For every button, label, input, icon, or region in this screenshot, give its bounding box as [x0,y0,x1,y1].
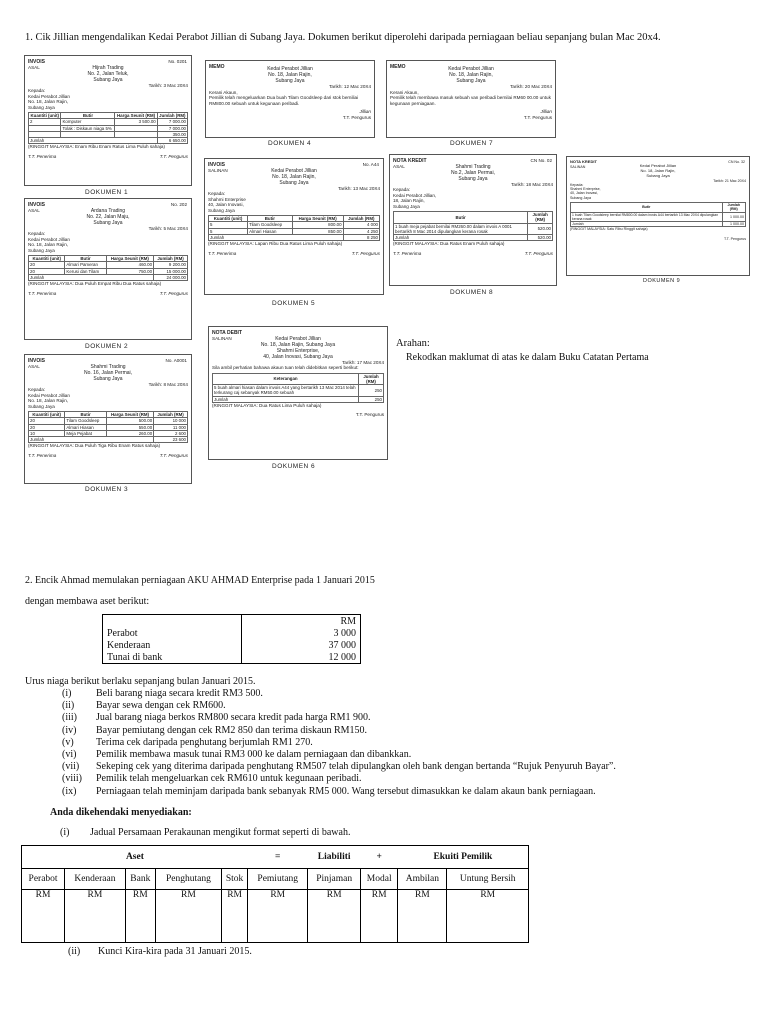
sign-right: T.T. Pengurus [524,250,553,256]
doc-table: Butir Jumlah (RM) 1 buah meja pejabat bernilai RM260.00 dalam invois A 0001 bertarikh 8 Mac 2014 dipulangkan kerana rosak 520.00 Jumlah 520.00 [395,212,551,241]
caption-doc-3: DOKUMEN 3 [85,486,129,493]
sign-right: T.T. Pengurus [351,250,380,256]
doc-table: Butir Jumlah (RM) 1 buah Tilam Goodsleep bernilai RM800.00 dalam invois A44 bertarikh 13 Mac 20X4 dipulangkan kerana rosak 1 000.00 Jumlah 1 000.00 [572,203,744,226]
doc-greeting: Kerani Akaun, [209,89,238,95]
doc-number: CN No. 32 [728,160,745,164]
doc-type: MEMO [209,64,225,70]
sign-right: T.T. Pengurus [342,114,371,120]
sign-left: T.T. Penerima [208,250,237,256]
eq-liabiliti: Liabiliti [308,846,361,869]
doc-number: No. 0201 [168,59,187,64]
sign-right: T.T. Pengurus [523,114,552,120]
doc-from: Subang Jaya [93,219,123,226]
document-1-invoice [24,55,192,186]
eq-unit: RM [398,890,447,943]
doc-words: (RINGGIT MALAYSIA: Lapan Ribu Dua Ratus Lima Puluh sahaja) [208,241,343,247]
caption-doc-9: DOKUMEN 9 [643,278,681,284]
doc-from: No. 18, Jalan Rajin, Subang Jaya [260,341,336,348]
eq-column-header: Perabot [22,869,65,890]
doc-date: Tarikh: 5 Mac 20X4 [148,225,188,231]
eq-column-header: Pemiutang [248,869,308,890]
doc-to: No. 18, Jalan Rajin, [28,99,69,104]
doc-from: No. 2, Jalan Teluk, [87,70,129,77]
list-item: (viii) Pemilik telah mengeluarkan cek RM610 untuk kegunaan peribadi. [62,773,362,785]
sign-name: Jillian [359,109,371,114]
asset-value: 12 000 [242,651,361,664]
eq-column-header: Modal [361,869,398,890]
doc-words: (RINGGIT MALAYSIA: Dua Puluh Tiga Ribu Enam Ratus sahaja) [28,443,161,449]
sign-left: T.T. Penerima [28,290,57,296]
doc-from: Kedai Perabot Jillian [271,167,317,174]
doc-from: No.2, Jalan Permai, [451,169,495,176]
eq-column-header: Ambilan [398,869,447,890]
doc-from: No. 18, Jalan Rajin, [272,173,316,180]
doc-to: Kepada: [208,191,226,196]
doc-number: No. A0001 [165,358,187,363]
assets-unit: RM [242,615,361,628]
doc-type: NOTA KREDIT [570,159,597,164]
doc-number: No. 202 [170,202,187,207]
instruction-text: Rekodkan maklumat di atas ke dalam Buku Catatan Pertama [406,352,649,363]
sign-left: T.T. Penerima [393,250,422,256]
doc-from: Shahmi Trading [90,363,126,370]
requirement-1: (i) Jadual Persamaan Perakaunan mengikut format seperti di bawah. [60,827,351,838]
doc-from: Kedai Perabot Jillian [639,163,677,169]
table-row [103,639,361,651]
doc-body: Sila ambil perhatian bahawa akaun tuan telah didebitkan seperti berikut: [212,365,359,370]
doc-date: Tarikh: 12 Mac 20X4 [329,84,371,89]
list-item: (vi) Pemilik membawa masuk tunai RM3 000 ke dalam perniagaan dan dibankkan. [62,748,412,760]
doc-to: 40, Jalan Inovasi, [208,202,244,207]
doc-from: Shahmi Trading [455,163,491,170]
eq-sign: = [248,846,308,869]
doc-to: Kepada: [393,187,411,192]
doc-date: Tarikh: 21 Mac 20X4 [713,178,746,183]
doc-type: INVOIS [208,162,225,168]
list-item: (vii) Sekeping cek yang diterima daripada penghutang RM507 telah dipulangkan oleh bank dengan bertanda “Rujuk Penyuruh Bayar”. [62,761,616,773]
doc-from: No. 18, Jalan Rajin, [449,72,493,78]
doc-to: Kedai Perabot Jillian [28,392,70,398]
doc-from: Ardana Trading [90,207,126,214]
doc-to: Shahmi Enterprise, [570,187,601,192]
doc-from: Hijrah Trading [92,64,124,71]
sign-right: T.T. Pengurus [724,237,746,242]
eq-ekuiti: Ekuiti Pemilik [398,846,529,869]
doc-to: Subang Jaya [570,195,591,200]
sign-right: T.T. Pengurus [159,290,188,296]
eq-unit: RM [125,890,155,943]
caption-doc-1: DOKUMEN 1 [85,189,129,196]
doc-to: Kepada: [28,387,46,392]
doc-type: NOTA KREDIT [393,158,427,164]
sign-right: T.T. Pengurus [159,153,188,159]
doc-words: (RINGGIT MALAYSIA: Enam Ribu Enam Ratus Lima Puluh sahaja) [28,144,165,150]
doc-date: Tarikh: 17 Mac 20X4 [342,359,384,365]
doc-from: Kedai Perabot Jillian [275,335,321,342]
doc-to: Subang Jaya [393,203,420,209]
doc-type: MEMO [390,64,406,70]
list-item: (ii) Bayar sewa dengan cek RM600. [62,700,226,712]
doc-table: Kuantiti (unit) Butir Harga Seunit (RM) Jumlah (RM) 20 Tilam Goodsleep 500.00 10 000 20 Almari Hiasan 550.00 11 000 10 Meja Pejabat 260.00 2 600 Jumlah 23 600 [30,412,186,443]
doc-to: Subang Jaya [28,247,55,253]
caption-doc-5: DOKUMEN 5 [272,300,316,307]
caption-doc-8: DOKUMEN 8 [450,289,494,296]
doc-copy: SALINAN [570,164,586,169]
document-9-credit-note [566,156,750,276]
caption-doc-6: DOKUMEN 6 [272,463,316,470]
document-4-memo [205,60,375,138]
eq-aset: Aset [22,846,248,869]
sign-right: T.T. Pengurus [159,452,188,458]
doc-to: Kepada: [28,231,46,236]
doc-date: Tarikh: 13 Mac 20X4 [338,185,380,191]
eq-unit: RM [65,890,126,943]
doc-table: Kuantiti (unit) Butir Harga Seunit (RM) Jumlah (RM) 20 Almari Pameran 460.00 9 200.00 20 Kerusi dan Tilam 750.00 15 000.00 Jumlah 24 000.00 [30,256,186,280]
document-6-debit-note [208,326,388,460]
sign-left: T.T. Penerima [28,452,57,458]
doc-from: No. 16, Jalan Permai, [83,369,133,376]
eq-column-header: Pinjaman [308,869,361,890]
doc-from: Subang Jaya [93,76,123,83]
doc-words: (RINGGIT MALAYSIA: Dua Ratus Enam Puluh sahaja) [393,241,505,247]
doc-table: Kuantiti (unit) Butir Harga Seunit (RM) Jumlah (RM) 2 Komputer 3 500.00 7 000.00 Tolak : Diskaun niaga 5% 7 000.00 350.00 Jumlah 6 650.00 [30,113,186,144]
doc-type: NOTA DEBIT [212,330,242,336]
doc-number: No. A44 [362,162,379,167]
question-2-intro-2: dengan membawa aset berikut: [25,596,150,607]
asset-value: 3 000 [242,627,361,639]
doc-date: Tarikh: 3 Mac 20X4 [148,82,188,88]
doc-to: No. 18, Jalan Rajin, [28,242,69,247]
doc-to: 40, Jalan Inovasi, Subang Jaya [263,353,333,360]
doc-date: Tarikh: 20 Mac 20X4 [510,84,552,89]
doc-date: Tarikh: 8 Mac 20X4 [148,381,188,387]
question-1-intro: 1. Cik Jillian mengendalikan Kedai Perabot Jillian di Subang Jaya. Dokumen berikut diperolehi daripada perniagaan beliau sepanjang bulan Mac 20x4. [25,32,661,43]
doc-from: Subang Jaya [275,78,305,84]
document-8-credit-note [389,154,557,286]
doc-type: INVOIS [28,358,45,364]
doc-copy: ASAL [28,65,40,70]
requirement-2: (ii) Kunci Kira-kira pada 31 Januari 2015. [68,946,252,957]
doc-from: Kedai Perabot Jillian [267,66,313,72]
doc-copy: ASAL [28,208,40,213]
sign-name: Jillian [540,109,552,114]
eq-column-header: Kenderaan [65,869,126,890]
doc-to: Kepada: [28,88,46,93]
eq-unit: RM [447,890,529,943]
doc-words: (RINGGIT MALAYSIA: Satu Ribu Ringgit sahaja) [570,227,648,232]
doc-to: 40, Jalan Inovasi, [570,191,598,196]
doc-from: No. 18, Jalan Rajin, [268,72,312,78]
doc-to: Subang Jaya [208,207,235,213]
eq-column-header: Bank [125,869,155,890]
doc-to: Kedai Perabot Jillian [28,236,70,242]
eq-unit: RM [221,890,247,943]
doc-from: No. 18, Jalan Rajin, [640,167,676,173]
list-item: (iv) Bayar pemiutang dengan cek RM2 850 dan terima diskaun RM150. [62,724,368,736]
doc-to: Kedai Perabot Jillian [28,93,70,99]
instruction-title: Arahan: [396,338,430,349]
eq-unit: RM [308,890,361,943]
asset-label: Perabot [103,627,242,639]
eq-column-header: Untung Bersih [447,869,529,890]
assets-table [102,614,361,664]
doc-body: Pemilik telah mengeluarkan Dua buah Tilam Goodsleep dari stok berniliai RM800.00 sebuah untuk kegunaan peribadi. [209,95,359,106]
doc-copy: ASAL [393,164,405,169]
document-2-invoice [24,198,192,340]
doc-words: (RINGGIT MALAYSIA: Dua Ratus Lima Puluh sahaja) [212,402,322,408]
doc-to: No. 18, Jalan Rajin, [28,398,69,403]
asset-value: 37 000 [242,639,361,651]
document-5-invoice [204,158,384,295]
caption-doc-7: DOKUMEN 7 [450,140,494,147]
doc-from: Subang Jaya [456,78,486,84]
required-title: Anda dikehendaki menyediakan: [50,807,192,818]
caption-doc-2: DOKUMEN 2 [85,343,129,350]
doc-copy: SALINAN [212,336,232,341]
asset-label: Kenderaan [103,639,242,651]
doc-body: Pemilik telah membawa masuk sebuah van peribadi bernilai RM60 00.00 untuk kegunaan perniagaan. [390,95,551,106]
doc-from: Subang Jaya [93,375,123,382]
doc-date: Tarikh: 18 Mac 20X4 [511,181,553,187]
doc-to: Kepada: [570,182,584,187]
doc-from: Subang Jaya [458,175,488,182]
doc-from: Subang Jaya [279,179,309,186]
list-item: (i) Beli barang niaga secara kredit RM3 500. [62,688,263,699]
doc-from: Subang Jaya [646,172,670,178]
doc-copy: SALINAN [208,168,228,173]
doc-greeting: Kerani Akaun, [390,89,419,95]
doc-from: No. 22, Jalan Maju, [86,213,130,220]
accounting-equation-table [21,845,529,943]
eq-unit: RM [22,890,65,943]
table-row [103,651,361,664]
doc-type: INVOIS [28,202,45,208]
document-3-invoice [24,354,192,484]
doc-to: Kedai Perabot Jillian, [393,192,437,198]
document-7-memo [386,60,556,138]
list-item: (v) Terima cek daripada penghutang berjumlah RM1 270. [62,736,313,748]
doc-to: Subang Jaya [28,403,55,409]
transactions-title: Urus niaga berikut berlaku sepanjang bulan Januari 2015. [25,676,256,687]
doc-from: Kedai Perabot Jillian [448,66,494,72]
caption-doc-4: DOKUMEN 4 [268,140,312,147]
eq-unit: RM [248,890,308,943]
doc-words: (RINGGIT MALAYSIA: Dua Puluh Empat Ribu Dua Ratus sahaja) [28,281,162,287]
eq-column-header: Stok [221,869,247,890]
list-item: (iii) Jual barang niaga berkos RM800 secara kredit pada harga RM1 900. [62,712,371,724]
transactions-list [62,688,616,798]
doc-copy: ASAL [28,364,40,369]
doc-type: INVOIS [28,59,45,65]
doc-to: Subang Jaya [28,104,55,110]
sign-right: T.T. Pengurus [355,412,384,418]
asset-label: Tunai di bank [103,651,242,664]
sign-left: T.T. Penerima [28,153,57,159]
doc-number: CN No. 02 [530,158,552,163]
doc-table: Keterangan Jumlah (RM) 5 buah almari hiasan dalam invois A44 yang bertarikh 13 Mac 2014 telah terkurang caj sebanyak RM50.00 sebuah 250 Jumlah 250 [214,373,382,402]
list-item: (ix) Perniagaan telah meminjam daripada bank sebanyak RM5 000. Wang tersebut dimasukkan ke dalam akaun bank perniagaan. [62,785,596,797]
doc-to: 18, Jalan Rajin, [393,198,425,203]
eq-plus: + [361,846,398,869]
doc-table: Kuantiti (unit) Butir Harga Seunit (RM) Jumlah (RM) 5 Tilam Goodsleep 800.00 4 000 5 Almari Hiasan 850.00 4 250 Jumlah 8 250 [210,216,378,240]
eq-unit: RM [155,890,221,943]
eq-column-header: Penghutang [155,869,221,890]
question-2-intro: 2. Encik Ahmad memulakan perniagaan AKU AHMAD Enterprise pada 1 Januari 2015 [25,575,375,586]
eq-unit: RM [361,890,398,943]
doc-to: Shahmi Enterprise, [276,347,320,354]
table-row [103,627,361,639]
doc-to: Shahmi Enterprise [208,196,246,202]
